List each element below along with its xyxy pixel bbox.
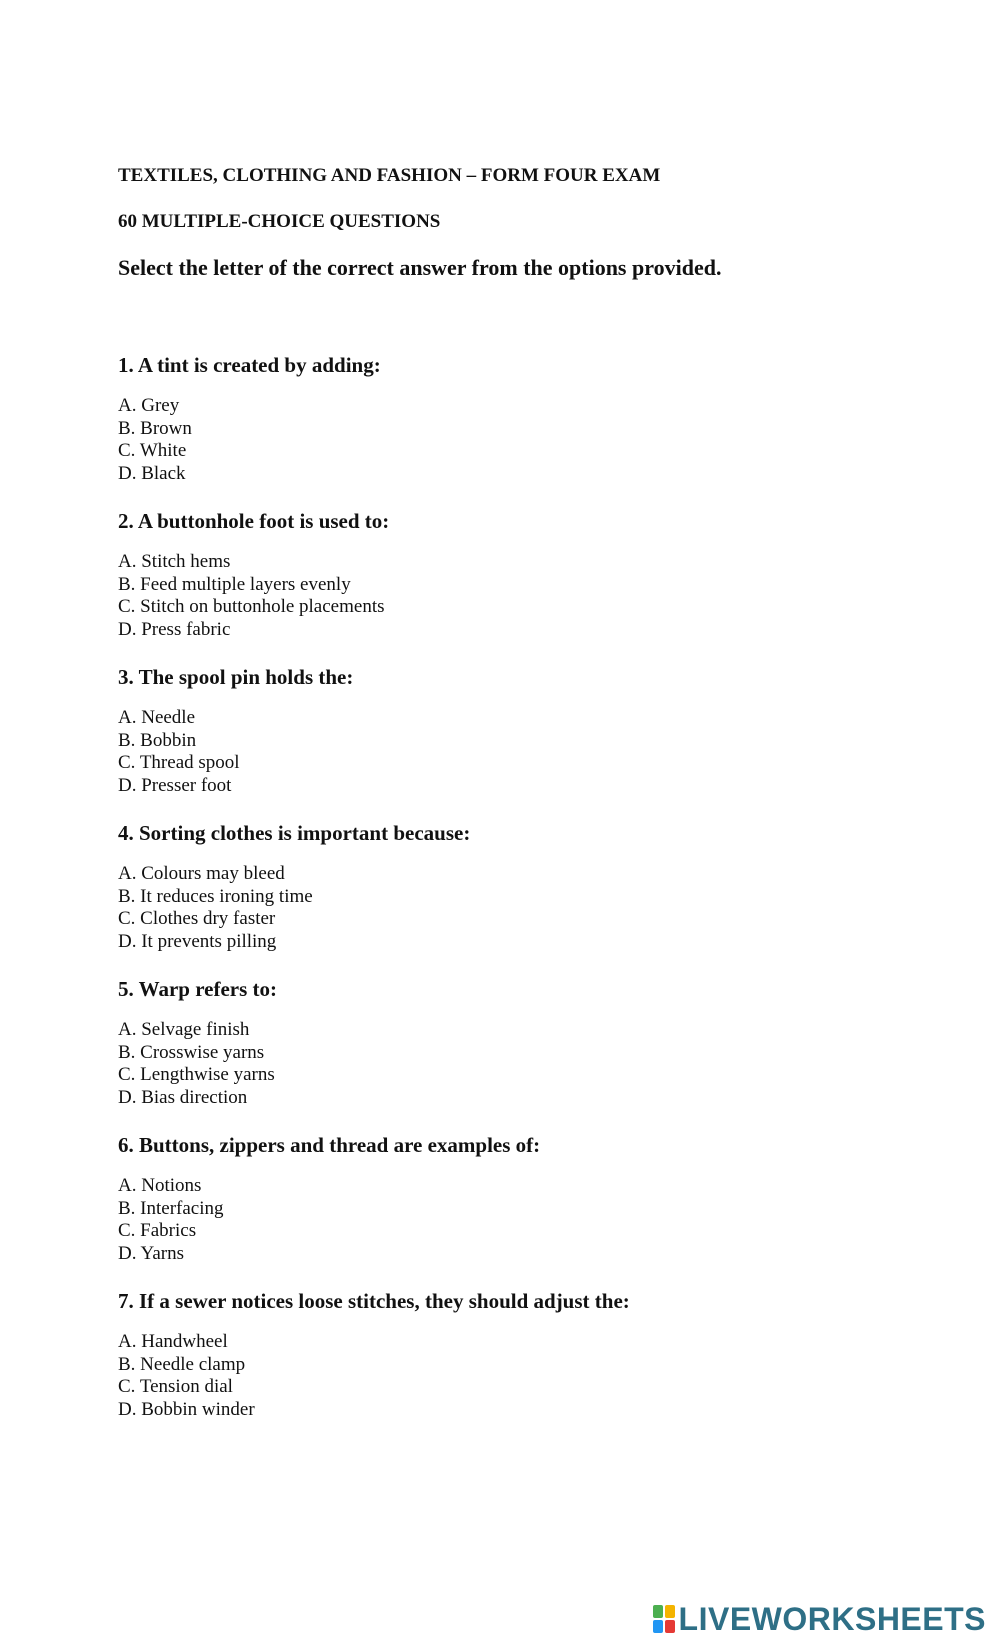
question-text: 7. If a sewer notices loose stitches, they should adjust the: — [118, 1289, 630, 1313]
option-c[interactable]: C. Stitch on buttonhole placements — [118, 596, 385, 617]
worksheet-content — [118, 164, 958, 1444]
option-d[interactable]: D. Press fabric — [118, 618, 231, 640]
option-a[interactable]: A. Needle — [118, 707, 196, 728]
question-text: 2. A buttonhole foot is used to: — [118, 509, 390, 533]
option-b[interactable]: B. Crosswise yarns — [118, 1041, 265, 1063]
option-c[interactable]: C. Lengthwise yarns — [118, 1064, 275, 1085]
option-b[interactable]: B. Brown — [118, 417, 192, 439]
question-text: 5. Warp refers to: — [118, 977, 278, 1001]
option-a[interactable]: A. Colours may bleed — [118, 863, 285, 884]
option-c[interactable]: C. Thread spool — [118, 752, 240, 773]
liveworksheets-brand[interactable] — [653, 1603, 986, 1635]
question-1 — [118, 352, 958, 485]
option-a[interactable]: A. Selvage finish — [118, 1019, 250, 1040]
option-b[interactable]: B. Bobbin — [118, 729, 197, 751]
option-d[interactable]: D. Black — [118, 462, 186, 484]
option-b[interactable]: B. Needle clamp — [118, 1353, 246, 1375]
option-d[interactable]: D. It prevents pilling — [118, 930, 277, 952]
question-text: 4. Sorting clothes is important because: — [118, 821, 471, 845]
question-text: 3. The spool pin holds the: — [118, 665, 354, 689]
question-6 — [118, 1132, 958, 1265]
option-b[interactable]: B. Feed multiple layers evenly — [118, 573, 351, 595]
logo-tile-red — [665, 1620, 675, 1633]
option-a[interactable]: A. Handwheel — [118, 1331, 228, 1352]
document-subtitle: 60 MULTIPLE-CHOICE QUESTIONS — [118, 211, 441, 232]
question-text: 6. Buttons, zippers and thread are examples of: — [118, 1133, 541, 1157]
question-4 — [118, 820, 958, 953]
question-2 — [118, 508, 958, 641]
logo-tile-yellow — [665, 1605, 675, 1618]
question-list — [118, 352, 958, 1421]
option-b[interactable]: B. Interfacing — [118, 1197, 224, 1219]
option-c[interactable]: C. Tension dial — [118, 1376, 233, 1397]
logo-tile-green — [653, 1605, 663, 1618]
option-d[interactable]: D. Bobbin winder — [118, 1398, 255, 1420]
option-c[interactable]: C. Clothes dry faster — [118, 908, 276, 929]
option-d[interactable]: D. Presser foot — [118, 774, 232, 796]
option-b[interactable]: B. It reduces ironing time — [118, 885, 313, 907]
liveworksheets-logo-icon — [653, 1605, 675, 1633]
option-a[interactable]: A. Notions — [118, 1175, 202, 1196]
question-3 — [118, 664, 958, 797]
option-d[interactable]: D. Yarns — [118, 1242, 184, 1264]
option-c[interactable]: C. White — [118, 440, 187, 461]
question-5 — [118, 976, 958, 1109]
document-title: TEXTILES, CLOTHING AND FASHION – FORM FOUR EXAM — [118, 165, 661, 186]
question-text: 1. A tint is created by adding: — [118, 353, 381, 377]
brand-name: LIVEWORKSHEETS — [678, 1601, 986, 1637]
document-instruction: Select the letter of the correct answer from the options provided. — [118, 255, 722, 280]
option-c[interactable]: C. Fabrics — [118, 1220, 197, 1241]
logo-tile-blue — [653, 1620, 663, 1633]
option-d[interactable]: D. Bias direction — [118, 1086, 248, 1108]
option-a[interactable]: A. Stitch hems — [118, 551, 231, 572]
option-a[interactable]: A. Grey — [118, 395, 180, 416]
question-7 — [118, 1288, 958, 1421]
